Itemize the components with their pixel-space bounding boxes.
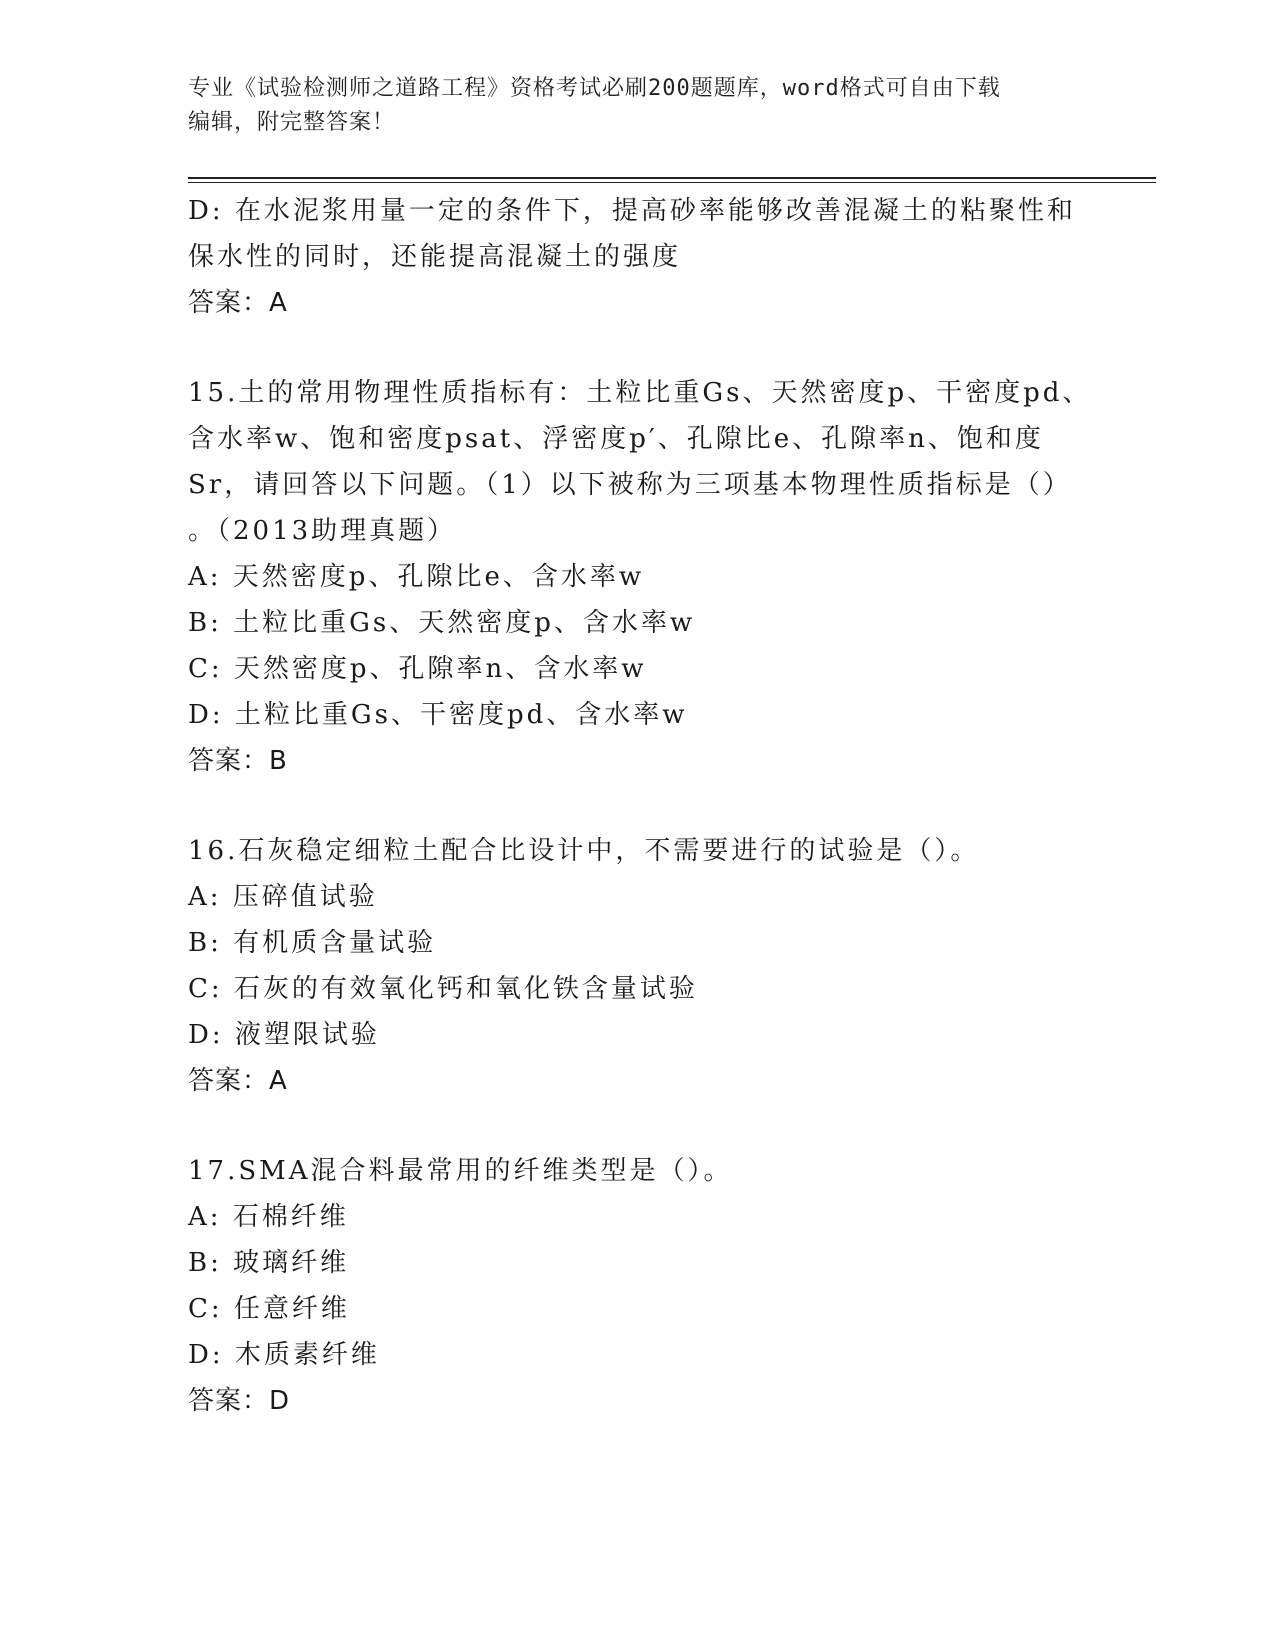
- question-14-continued: [188, 188, 1088, 326]
- option-d: D: 木质素纤维: [188, 1340, 380, 1370]
- question-text: 17.SMA混合料最常用的纤维类型是（）。: [188, 1156, 733, 1186]
- header-divider-thin: [188, 182, 1156, 183]
- header-divider-thick: [188, 177, 1156, 179]
- option-d: D: 土粒比重Gs、干密度pd、含水率w: [188, 700, 688, 730]
- question-text: Sr，请回答以下问题。（1）以下被称为三项基本物理性质指标是（）: [188, 470, 1072, 500]
- option-d-continued: 保水性的同时，还能提高混凝土的强度: [188, 242, 682, 272]
- question-text: 。（2013助理真题）: [188, 516, 457, 546]
- option-b: B: 土粒比重Gs、天然密度p、含水率w: [188, 608, 696, 638]
- option-c: C: 天然密度p、孔隙率n、含水率w: [188, 654, 647, 684]
- option-b: B: 玻璃纤维: [188, 1248, 350, 1278]
- option-b: B: 有机质含量试验: [188, 928, 437, 958]
- question-text: 含水率w、饱和密度psat、浮密度p′、孔隙比e、孔隙率n、饱和度: [188, 424, 1044, 454]
- option-d: D: 液塑限试验: [188, 1020, 380, 1050]
- answer: 答案：A: [188, 288, 288, 318]
- question-17: [188, 1148, 1088, 1424]
- question-text: 15.土的常用物理性质指标有：土粒比重Gs、天然密度p、干密度pd、: [188, 378, 1092, 408]
- option-c: C: 任意纤维: [188, 1294, 350, 1324]
- option-a: A: 天然密度p、孔隙比e、含水率w: [188, 562, 645, 592]
- document-body: [188, 188, 1092, 1468]
- option-d: D: 在水泥浆用量一定的条件下，提高砂率能够改善混凝土的粘聚性和: [188, 196, 1076, 226]
- option-a: A: 石棉纤维: [188, 1202, 349, 1232]
- question-15: [188, 370, 1092, 784]
- answer: 答案：A: [188, 1066, 288, 1096]
- option-a: A: 压碎值试验: [188, 882, 378, 912]
- page-header: [188, 72, 1068, 140]
- header-line-1: 专业《试验检测师之道路工程》资格考试必刷200题题库，word格式可自由下载: [188, 76, 1001, 101]
- answer: 答案：B: [188, 746, 288, 776]
- option-c: C: 石灰的有效氧化钙和氧化铁含量试验: [188, 974, 698, 1004]
- answer: 答案：D: [188, 1386, 291, 1416]
- question-16: [188, 828, 1088, 1104]
- question-text: 16.石灰稳定细粒土配合比设计中，不需要进行的试验是（）。: [188, 836, 980, 866]
- header-line-2: 编辑，附完整答案！: [188, 110, 396, 135]
